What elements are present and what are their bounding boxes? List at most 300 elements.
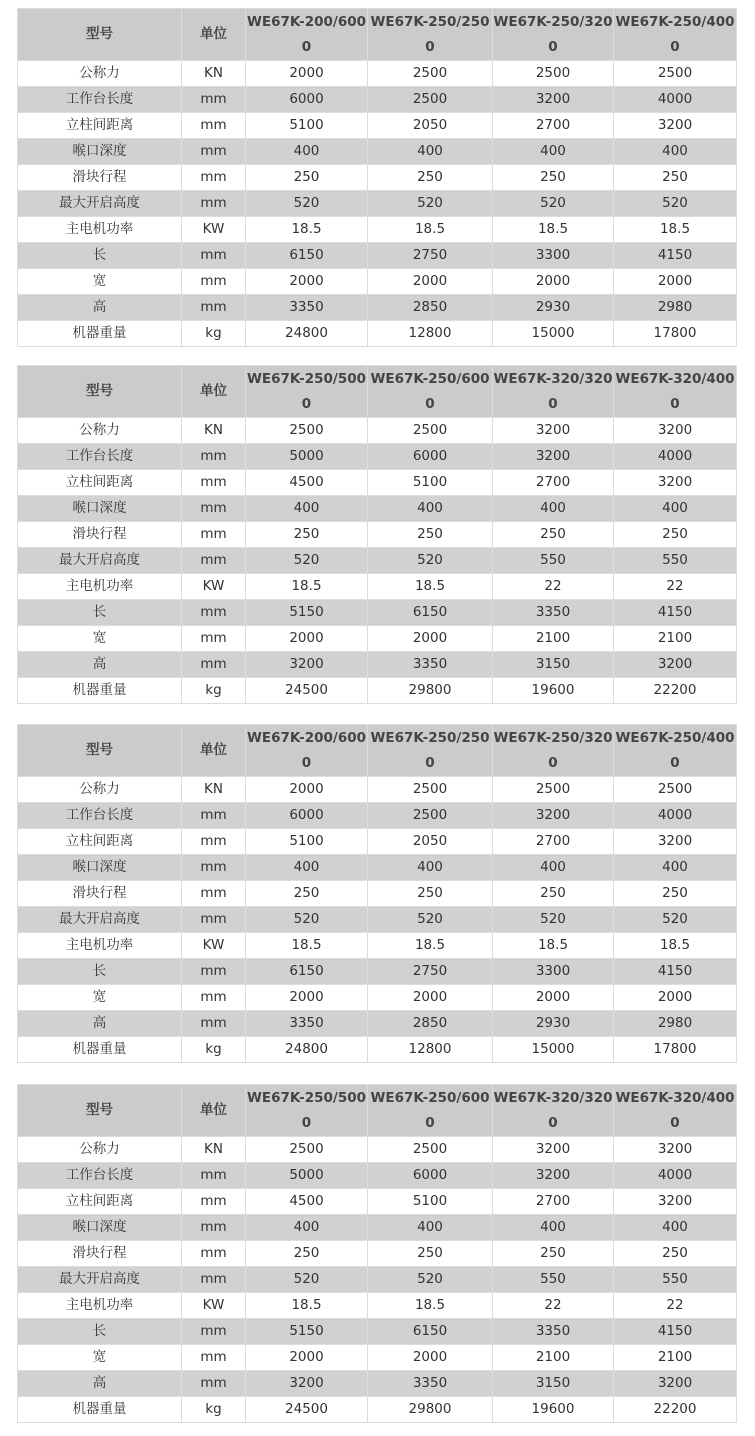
- cell-value: 3200: [614, 829, 737, 855]
- row-unit: kg: [182, 321, 246, 347]
- cell-value: 250: [493, 881, 614, 907]
- header-model-variant: WE67K-250/4000: [614, 725, 737, 777]
- row-unit: mm: [182, 1345, 246, 1371]
- cell-value: 400: [246, 139, 368, 165]
- cell-value: 22: [493, 574, 614, 600]
- cell-value: 400: [614, 855, 737, 881]
- cell-value: 2000: [368, 269, 493, 295]
- cell-value: 6150: [246, 959, 368, 985]
- cell-value: 520: [614, 191, 737, 217]
- cell-value: 2000: [246, 985, 368, 1011]
- header-model: 型号: [18, 725, 182, 777]
- header-model-variant: WE67K-320/4000: [614, 366, 737, 418]
- row-unit: mm: [182, 907, 246, 933]
- row-label: 最大开启高度: [18, 191, 182, 217]
- cell-value: 4500: [246, 1189, 368, 1215]
- table-row: [18, 444, 737, 470]
- row-label: 宽: [18, 626, 182, 652]
- table-row: [18, 217, 737, 243]
- cell-value: 550: [493, 1267, 614, 1293]
- cell-value: 250: [368, 165, 493, 191]
- cell-value: 18.5: [614, 933, 737, 959]
- header-unit: 单位: [182, 1085, 246, 1137]
- row-unit: mm: [182, 1371, 246, 1397]
- row-unit: mm: [182, 269, 246, 295]
- cell-value: 4000: [614, 444, 737, 470]
- table-row: [18, 777, 737, 803]
- header-model-variant: WE67K-250/4000: [614, 9, 737, 61]
- cell-value: 19600: [493, 678, 614, 704]
- cell-value: 3200: [493, 444, 614, 470]
- cell-value: 4150: [614, 959, 737, 985]
- table-row: [18, 1345, 737, 1371]
- row-unit: mm: [182, 1189, 246, 1215]
- cell-value: 250: [246, 522, 368, 548]
- cell-value: 2000: [614, 269, 737, 295]
- cell-value: 22: [614, 574, 737, 600]
- row-unit: KW: [182, 574, 246, 600]
- cell-value: 3200: [493, 1163, 614, 1189]
- cell-value: 3200: [614, 652, 737, 678]
- table-row: [18, 626, 737, 652]
- cell-value: 22200: [614, 1397, 737, 1423]
- row-label: 喉口深度: [18, 855, 182, 881]
- cell-value: 24800: [246, 1037, 368, 1063]
- cell-value: 19600: [493, 1397, 614, 1423]
- cell-value: 2000: [246, 269, 368, 295]
- cell-value: 3200: [614, 418, 737, 444]
- header-model-variant: WE67K-320/3200: [493, 366, 614, 418]
- row-label: 滑块行程: [18, 165, 182, 191]
- row-label: 宽: [18, 1345, 182, 1371]
- cell-value: 18.5: [368, 217, 493, 243]
- row-unit: mm: [182, 1241, 246, 1267]
- row-label: 机器重量: [18, 1037, 182, 1063]
- row-unit: mm: [182, 165, 246, 191]
- cell-value: 12800: [368, 321, 493, 347]
- cell-value: 2750: [368, 243, 493, 269]
- cell-value: 18.5: [246, 217, 368, 243]
- cell-value: 520: [368, 907, 493, 933]
- header-model-variant: WE67K-250/6000: [368, 366, 493, 418]
- spec-table: [17, 1084, 737, 1423]
- row-unit: KN: [182, 418, 246, 444]
- row-label: 宽: [18, 985, 182, 1011]
- cell-value: 520: [246, 1267, 368, 1293]
- row-label: 高: [18, 295, 182, 321]
- table-row: [18, 522, 737, 548]
- row-unit: mm: [182, 829, 246, 855]
- cell-value: 2980: [614, 295, 737, 321]
- cell-value: 3200: [493, 87, 614, 113]
- cell-value: 2100: [614, 1345, 737, 1371]
- cell-value: 520: [493, 191, 614, 217]
- cell-value: 400: [614, 1215, 737, 1241]
- cell-value: 520: [614, 907, 737, 933]
- header-model-variant: WE67K-250/2500: [368, 9, 493, 61]
- cell-value: 2500: [368, 777, 493, 803]
- table-row: [18, 959, 737, 985]
- cell-value: 250: [368, 522, 493, 548]
- cell-value: 3350: [246, 295, 368, 321]
- cell-value: 2100: [493, 626, 614, 652]
- table-row: [18, 1189, 737, 1215]
- cell-value: 550: [614, 548, 737, 574]
- cell-value: 550: [493, 548, 614, 574]
- row-label: 滑块行程: [18, 881, 182, 907]
- header-model: 型号: [18, 366, 182, 418]
- cell-value: 3200: [614, 1189, 737, 1215]
- cell-value: 3200: [614, 470, 737, 496]
- table-row: [18, 600, 737, 626]
- cell-value: 2000: [368, 1345, 493, 1371]
- cell-value: 24500: [246, 1397, 368, 1423]
- row-unit: mm: [182, 1011, 246, 1037]
- row-label: 机器重量: [18, 321, 182, 347]
- header-unit: 单位: [182, 725, 246, 777]
- row-unit: mm: [182, 1319, 246, 1345]
- table-row: [18, 1267, 737, 1293]
- row-unit: mm: [182, 803, 246, 829]
- cell-value: 5100: [246, 829, 368, 855]
- row-unit: mm: [182, 985, 246, 1011]
- cell-value: 250: [614, 522, 737, 548]
- row-label: 最大开启高度: [18, 907, 182, 933]
- cell-value: 5100: [368, 470, 493, 496]
- table-row: [18, 1137, 737, 1163]
- header-model: 型号: [18, 9, 182, 61]
- row-label: 公称力: [18, 418, 182, 444]
- cell-value: 3350: [246, 1011, 368, 1037]
- table-row: [18, 87, 737, 113]
- cell-value: 2000: [614, 985, 737, 1011]
- cell-value: 250: [246, 1241, 368, 1267]
- cell-value: 3150: [493, 652, 614, 678]
- row-unit: mm: [182, 87, 246, 113]
- cell-value: 520: [246, 548, 368, 574]
- cell-value: 400: [493, 855, 614, 881]
- row-label: 高: [18, 1011, 182, 1037]
- row-unit: KN: [182, 777, 246, 803]
- row-unit: mm: [182, 1267, 246, 1293]
- cell-value: 520: [246, 191, 368, 217]
- cell-value: 400: [493, 496, 614, 522]
- table-row: [18, 881, 737, 907]
- cell-value: 2500: [368, 1137, 493, 1163]
- row-unit: mm: [182, 959, 246, 985]
- cell-value: 400: [246, 496, 368, 522]
- header-model-variant: WE67K-200/6000: [246, 725, 368, 777]
- table-header-row: [18, 366, 737, 418]
- cell-value: 5000: [246, 1163, 368, 1189]
- cell-value: 520: [368, 191, 493, 217]
- header-model-variant: WE67K-320/4000: [614, 1085, 737, 1137]
- row-label: 喉口深度: [18, 496, 182, 522]
- table-row: [18, 1011, 737, 1037]
- row-label: 公称力: [18, 777, 182, 803]
- cell-value: 3350: [493, 1319, 614, 1345]
- table-row: [18, 933, 737, 959]
- cell-value: 18.5: [246, 1293, 368, 1319]
- table-row: [18, 61, 737, 87]
- row-label: 机器重量: [18, 1397, 182, 1423]
- row-unit: mm: [182, 243, 246, 269]
- row-unit: mm: [182, 881, 246, 907]
- cell-value: 22: [493, 1293, 614, 1319]
- table-row: [18, 418, 737, 444]
- cell-value: 18.5: [368, 933, 493, 959]
- cell-value: 2930: [493, 1011, 614, 1037]
- row-unit: mm: [182, 139, 246, 165]
- cell-value: 6000: [368, 444, 493, 470]
- table-row: [18, 907, 737, 933]
- cell-value: 4000: [614, 87, 737, 113]
- cell-value: 3200: [493, 418, 614, 444]
- row-label: 立柱间距离: [18, 113, 182, 139]
- cell-value: 18.5: [493, 933, 614, 959]
- cell-value: 12800: [368, 1037, 493, 1063]
- table-row: [18, 574, 737, 600]
- cell-value: 18.5: [493, 217, 614, 243]
- row-label: 长: [18, 959, 182, 985]
- header-model: 型号: [18, 1085, 182, 1137]
- cell-value: 400: [246, 1215, 368, 1241]
- cell-value: 2000: [368, 626, 493, 652]
- table-row: [18, 1293, 737, 1319]
- cell-value: 2500: [368, 803, 493, 829]
- row-label: 喉口深度: [18, 1215, 182, 1241]
- cell-value: 2700: [493, 829, 614, 855]
- cell-value: 400: [614, 139, 737, 165]
- cell-value: 2000: [246, 1345, 368, 1371]
- cell-value: 400: [368, 855, 493, 881]
- cell-value: 3200: [246, 652, 368, 678]
- cell-value: 2930: [493, 295, 614, 321]
- cell-value: 2850: [368, 1011, 493, 1037]
- cell-value: 6000: [368, 1163, 493, 1189]
- cell-value: 2000: [368, 985, 493, 1011]
- cell-value: 2100: [614, 626, 737, 652]
- cell-value: 400: [368, 1215, 493, 1241]
- row-label: 滑块行程: [18, 522, 182, 548]
- table-row: [18, 829, 737, 855]
- cell-value: 2000: [493, 269, 614, 295]
- cell-value: 2700: [493, 1189, 614, 1215]
- table-header-row: [18, 9, 737, 61]
- header-model-variant: WE67K-250/5000: [246, 1085, 368, 1137]
- cell-value: 15000: [493, 321, 614, 347]
- cell-value: 520: [368, 548, 493, 574]
- table-row: [18, 139, 737, 165]
- row-unit: mm: [182, 522, 246, 548]
- row-unit: mm: [182, 855, 246, 881]
- cell-value: 2500: [368, 418, 493, 444]
- row-label: 主电机功率: [18, 574, 182, 600]
- cell-value: 4000: [614, 1163, 737, 1189]
- cell-value: 5150: [246, 1319, 368, 1345]
- cell-value: 2980: [614, 1011, 737, 1037]
- table-row: [18, 1397, 737, 1423]
- cell-value: 22200: [614, 678, 737, 704]
- table-row: [18, 1241, 737, 1267]
- cell-value: 2500: [614, 777, 737, 803]
- cell-value: 2050: [368, 113, 493, 139]
- row-unit: kg: [182, 678, 246, 704]
- table-row: [18, 321, 737, 347]
- spec-table: [17, 724, 737, 1063]
- cell-value: 18.5: [246, 933, 368, 959]
- row-label: 最大开启高度: [18, 548, 182, 574]
- row-unit: mm: [182, 600, 246, 626]
- cell-value: 22: [614, 1293, 737, 1319]
- cell-value: 520: [368, 1267, 493, 1293]
- cell-value: 2500: [368, 61, 493, 87]
- cell-value: 4150: [614, 243, 737, 269]
- row-unit: KN: [182, 61, 246, 87]
- row-label: 滑块行程: [18, 1241, 182, 1267]
- row-unit: KW: [182, 217, 246, 243]
- table-header-row: [18, 1085, 737, 1137]
- row-unit: mm: [182, 444, 246, 470]
- cell-value: 3300: [493, 959, 614, 985]
- row-label: 工作台长度: [18, 1163, 182, 1189]
- header-model-variant: WE67K-250/3200: [493, 9, 614, 61]
- cell-value: 3200: [246, 1371, 368, 1397]
- row-unit: mm: [182, 113, 246, 139]
- cell-value: 3200: [614, 1371, 737, 1397]
- row-unit: mm: [182, 295, 246, 321]
- cell-value: 24800: [246, 321, 368, 347]
- row-label: 喉口深度: [18, 139, 182, 165]
- cell-value: 250: [246, 881, 368, 907]
- cell-value: 2000: [246, 61, 368, 87]
- table-row: [18, 113, 737, 139]
- table-row: [18, 652, 737, 678]
- row-label: 机器重量: [18, 678, 182, 704]
- header-unit: 单位: [182, 9, 246, 61]
- cell-value: 520: [493, 907, 614, 933]
- cell-value: 250: [493, 1241, 614, 1267]
- cell-value: 18.5: [246, 574, 368, 600]
- cell-value: 5150: [246, 600, 368, 626]
- cell-value: 3350: [493, 600, 614, 626]
- cell-value: 29800: [368, 1397, 493, 1423]
- row-unit: mm: [182, 191, 246, 217]
- row-unit: mm: [182, 1215, 246, 1241]
- cell-value: 2500: [493, 61, 614, 87]
- row-label: 高: [18, 1371, 182, 1397]
- cell-value: 3300: [493, 243, 614, 269]
- cell-value: 2700: [493, 113, 614, 139]
- header-model-variant: WE67K-250/5000: [246, 366, 368, 418]
- row-unit: kg: [182, 1397, 246, 1423]
- cell-value: 2000: [246, 777, 368, 803]
- cell-value: 250: [614, 881, 737, 907]
- cell-value: 400: [493, 139, 614, 165]
- cell-value: 3200: [614, 1137, 737, 1163]
- cell-value: 520: [246, 907, 368, 933]
- cell-value: 250: [493, 522, 614, 548]
- row-label: 长: [18, 1319, 182, 1345]
- cell-value: 2000: [493, 985, 614, 1011]
- row-label: 工作台长度: [18, 87, 182, 113]
- cell-value: 4500: [246, 470, 368, 496]
- cell-value: 2500: [368, 87, 493, 113]
- table-row: [18, 1163, 737, 1189]
- row-unit: KN: [182, 1137, 246, 1163]
- cell-value: 400: [493, 1215, 614, 1241]
- cell-value: 3200: [493, 1137, 614, 1163]
- table-row: [18, 855, 737, 881]
- cell-value: 4150: [614, 1319, 737, 1345]
- cell-value: 5000: [246, 444, 368, 470]
- cell-value: 2850: [368, 295, 493, 321]
- header-model-variant: WE67K-200/6000: [246, 9, 368, 61]
- table-row: [18, 985, 737, 1011]
- cell-value: 250: [368, 881, 493, 907]
- table-row: [18, 470, 737, 496]
- cell-value: 400: [368, 139, 493, 165]
- cell-value: 2100: [493, 1345, 614, 1371]
- row-unit: kg: [182, 1037, 246, 1063]
- row-unit: mm: [182, 652, 246, 678]
- cell-value: 250: [614, 1241, 737, 1267]
- cell-value: 3350: [368, 1371, 493, 1397]
- cell-value: 400: [614, 496, 737, 522]
- row-label: 主电机功率: [18, 1293, 182, 1319]
- spec-table: [17, 8, 737, 347]
- header-model-variant: WE67K-250/6000: [368, 1085, 493, 1137]
- cell-value: 29800: [368, 678, 493, 704]
- cell-value: 250: [493, 165, 614, 191]
- cell-value: 18.5: [614, 217, 737, 243]
- cell-value: 15000: [493, 1037, 614, 1063]
- table-row: [18, 496, 737, 522]
- cell-value: 2750: [368, 959, 493, 985]
- row-unit: mm: [182, 626, 246, 652]
- cell-value: 17800: [614, 1037, 737, 1063]
- table-row: [18, 165, 737, 191]
- row-label: 立柱间距离: [18, 829, 182, 855]
- table-row: [18, 548, 737, 574]
- table-row: [18, 803, 737, 829]
- cell-value: 250: [246, 165, 368, 191]
- row-label: 长: [18, 600, 182, 626]
- table-row: [18, 243, 737, 269]
- table-row: [18, 295, 737, 321]
- row-label: 长: [18, 243, 182, 269]
- cell-value: 3200: [493, 803, 614, 829]
- cell-value: 400: [368, 496, 493, 522]
- cell-value: 18.5: [368, 1293, 493, 1319]
- cell-value: 6150: [368, 1319, 493, 1345]
- row-unit: mm: [182, 496, 246, 522]
- cell-value: 17800: [614, 321, 737, 347]
- cell-value: 550: [614, 1267, 737, 1293]
- cell-value: 2050: [368, 829, 493, 855]
- cell-value: 6150: [246, 243, 368, 269]
- cell-value: 400: [246, 855, 368, 881]
- cell-value: 24500: [246, 678, 368, 704]
- row-label: 宽: [18, 269, 182, 295]
- header-model-variant: WE67K-320/3200: [493, 1085, 614, 1137]
- row-label: 最大开启高度: [18, 1267, 182, 1293]
- row-label: 主电机功率: [18, 217, 182, 243]
- header-unit: 单位: [182, 366, 246, 418]
- table-row: [18, 191, 737, 217]
- row-unit: mm: [182, 470, 246, 496]
- row-label: 立柱间距离: [18, 1189, 182, 1215]
